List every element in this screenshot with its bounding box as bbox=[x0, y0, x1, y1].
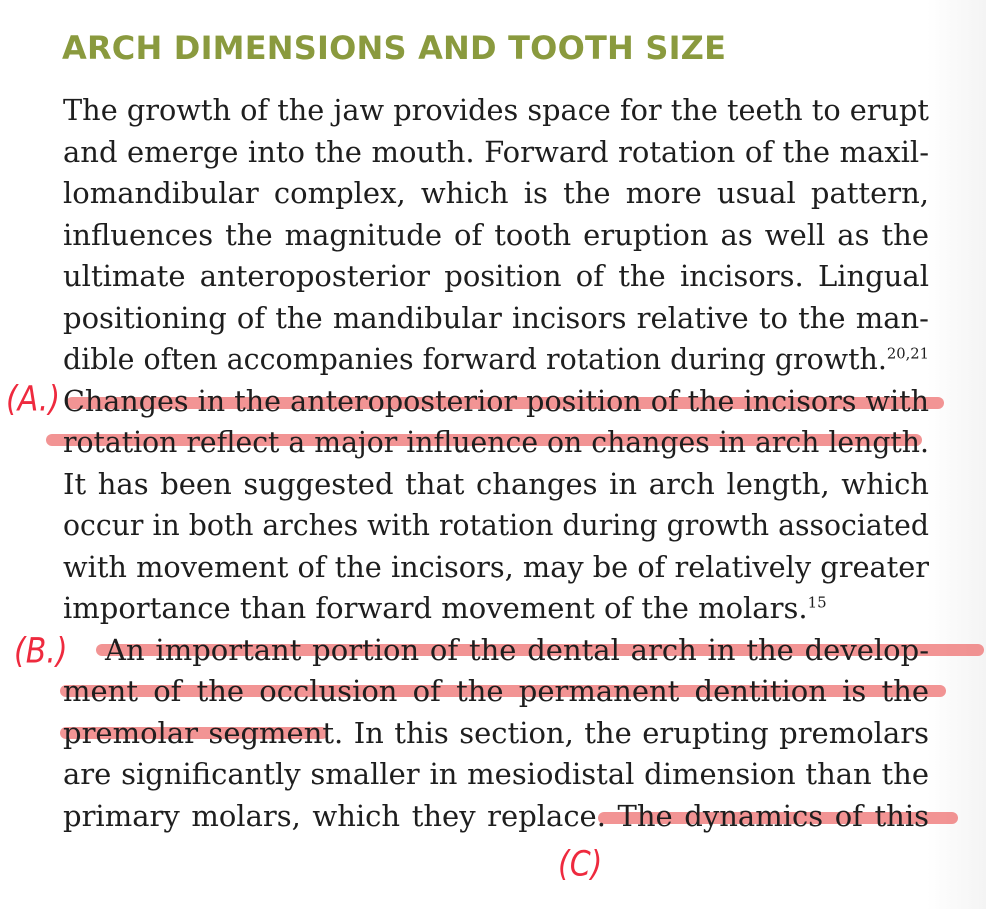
body-line-highlighted: ment of the occlusion of the permanent dentition is the bbox=[63, 674, 929, 708]
body-line: occur in both arches with rotation during growth associated bbox=[63, 508, 929, 542]
body-line: with movement of the incisors, may be of relatively greater bbox=[63, 550, 929, 584]
body-line: positioning of the mandibular incisors relative to the man- bbox=[63, 301, 929, 335]
section-heading: ARCH DIMENSIONS AND TOOTH SIZE bbox=[62, 29, 727, 67]
body-line: It has been suggested that changes in arch length, which bbox=[63, 467, 929, 501]
annotation-b: (B.) bbox=[14, 631, 68, 672]
body-line: influences the magnitude of tooth eruption as well as the bbox=[63, 218, 929, 252]
body-line-highlighted: rotation reflect a major influence on changes in arch length. bbox=[63, 425, 929, 459]
body-line: primary molars, which they replace. The dynamics of this bbox=[63, 799, 929, 833]
body-line: importance than forward movement of the molars.$^{15}$ bbox=[63, 591, 827, 625]
body-line: premolar segment. In this section, the erupting premolars bbox=[63, 716, 929, 750]
citation-superscript: 15 bbox=[807, 593, 827, 612]
body-line: The growth of the jaw provides space for the teeth to erupt bbox=[63, 93, 929, 127]
annotation-c: (C) bbox=[558, 844, 603, 885]
body-line: are significantly smaller in mesiodistal dimension than the bbox=[63, 757, 929, 791]
body-line: ultimate anteroposterior position of the incisors. Lingual bbox=[63, 259, 929, 293]
body-line-highlighted: An important portion of the dental arch in the develop- bbox=[105, 633, 929, 667]
body-line-highlighted: Changes in the anteroposterior position of the incisors with bbox=[63, 384, 929, 418]
body-line: and emerge into the mouth. Forward rotation of the maxil- bbox=[63, 135, 929, 169]
annotation-a: (A.) bbox=[6, 379, 61, 420]
body-line: lomandibular complex, which is the more usual pattern, bbox=[63, 176, 929, 210]
body-line: dible often accompanies forward rotation during growth.$^{20,21}$ bbox=[63, 342, 929, 376]
citation-superscript: 20,21 bbox=[886, 344, 929, 363]
